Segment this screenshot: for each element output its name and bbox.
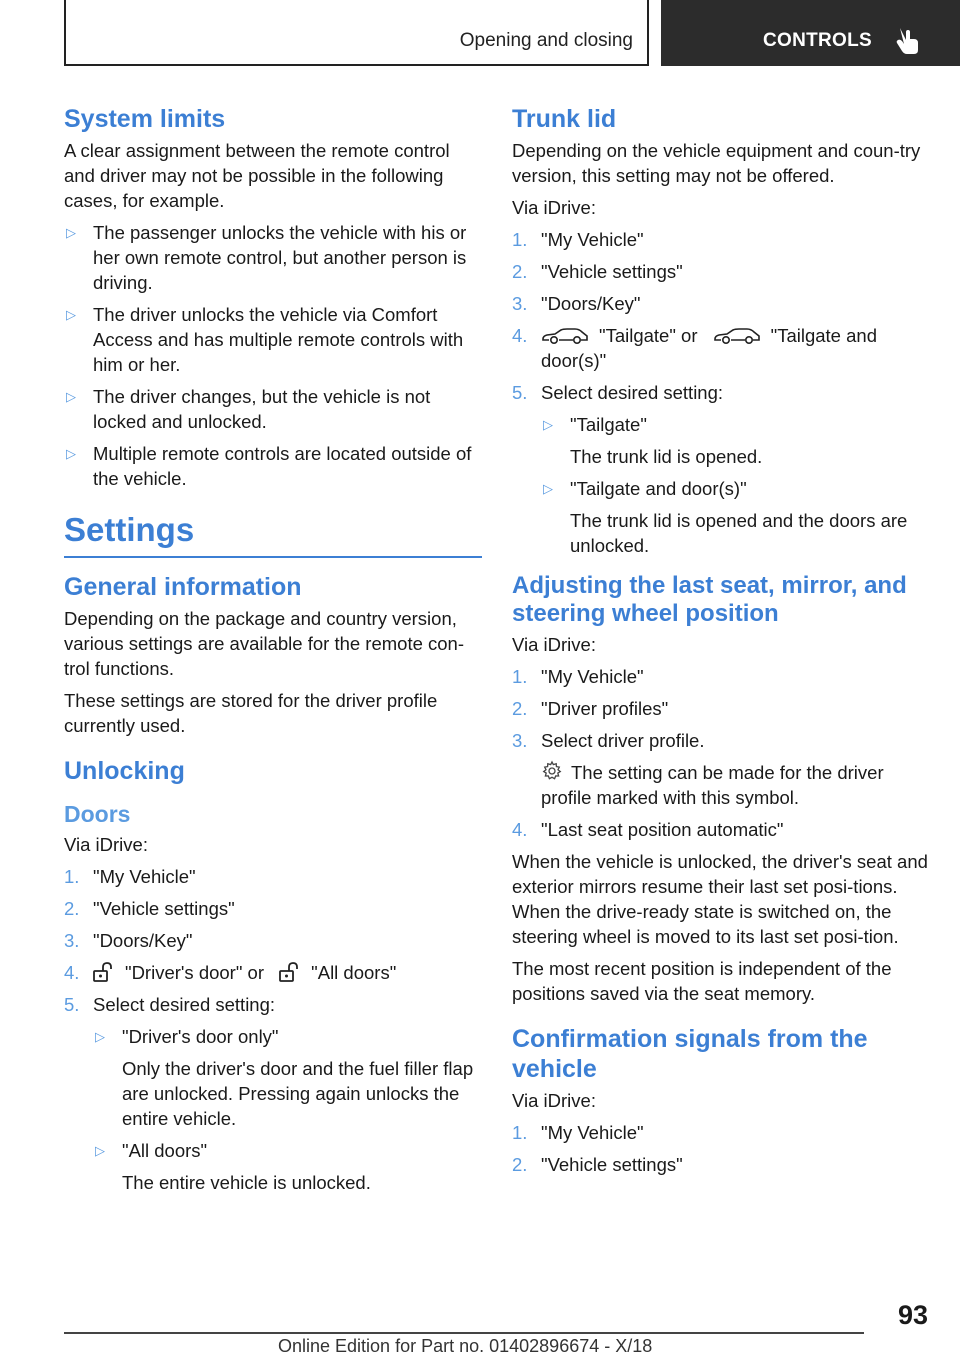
list-item: 1. "My Vehicle" — [512, 666, 644, 687]
triangle-bullet-icon: ▷ — [66, 307, 76, 322]
general-paragraph-2: These settings are stored for the driver profile currently used. — [64, 690, 438, 736]
doors-options-list — [93, 1024, 482, 1195]
pointing-hand-icon — [894, 26, 922, 56]
list-item: 4. "Last seat position automatic" — [512, 819, 784, 840]
right-column — [512, 98, 930, 1184]
triangle-bullet-icon: ▷ — [66, 446, 76, 461]
list-item: 3. "Doors/Key" — [64, 930, 193, 951]
system-limits-list — [64, 220, 482, 491]
header-section-box — [64, 0, 649, 66]
adjust-steps-list — [512, 664, 930, 842]
list-item: ▷ The driver unlocks the vehicle via Comfort Access and has multiple remote controls with him or her. — [66, 304, 464, 375]
adjusting-position-heading: Adjusting the last seat, mirror, and steering wheel position — [512, 572, 907, 627]
list-item: 4. "Tailgate" or "Tailgate and door(s)" — [512, 325, 877, 371]
via-idrive-text: Via iDrive: — [64, 834, 148, 855]
list-item: ▷ "Tailgate" The trunk lid is opened. — [543, 414, 763, 467]
list-item: 2. "Driver profiles" — [512, 698, 669, 719]
via-idrive-text: Via iDrive: — [512, 197, 596, 218]
confirmation-signals-heading: Confirmation signals from the vehicle — [512, 1025, 868, 1083]
list-item: 2. "Vehicle settings" — [64, 898, 235, 919]
trunk-steps-list — [512, 227, 930, 558]
system-limits-heading: System limits — [64, 105, 226, 133]
list-item: 3. Select driver profile. The setting can be made for the driver profile marked with this symbol. — [512, 728, 930, 810]
trunk-options-list — [541, 412, 930, 558]
left-column — [64, 98, 482, 1202]
trunk-lid-intro: Depending on the vehicle equipment and coun-try version, this setting may not be offered. — [512, 140, 921, 186]
via-idrive-text: Via iDrive: — [512, 634, 596, 655]
list-item: ▷ Multiple remote controls are located outside of the vehicle. — [66, 443, 472, 489]
list-item: ▷ "Tailgate and door(s)" The trunk lid is opened and the doors are unlocked. — [543, 478, 908, 556]
triangle-bullet-icon: ▷ — [543, 481, 553, 496]
triangle-bullet-icon: ▷ — [95, 1143, 105, 1158]
footer-divider — [64, 1332, 864, 1334]
list-item: 2. "Vehicle settings" — [512, 1154, 683, 1175]
car-tailgate-icon — [541, 327, 589, 345]
list-item: ▷ "Driver's door only" Only the driver's door and the fuel filler flap are unlocked. Pressing again unlocks the entire vehicle. — [95, 1026, 474, 1129]
list-item: 5. Select desired setting: ▷ "Driver's door only" Only the driver's door and the fuel filler flap are unlocked. Pressing again unlocks the entire vehicle. ▷ "All doors" The entire vehicle is unlocked. — [64, 992, 482, 1195]
profile-note: The setting can be made for the driver profile marked with this symbol. — [541, 762, 884, 808]
list-item: 1. "My Vehicle" — [512, 229, 644, 250]
page-header — [0, 0, 960, 66]
header-chapter-title: CONTROLS — [763, 30, 873, 51]
unlock-icon — [93, 962, 115, 982]
list-item: 1. "My Vehicle" — [512, 1122, 644, 1143]
header-section-title: Opening and closing — [459, 30, 633, 51]
list-item: 3. "Doors/Key" — [512, 293, 641, 314]
footer-edition: Online Edition for Part no. 01402896674 - X/18 — [278, 1336, 653, 1356]
general-information-heading: General information — [64, 573, 302, 601]
doors-heading: Doors — [64, 801, 131, 827]
list-item: ▷ The passenger unlocks the vehicle with his or her own remote control, but another person is driving. — [66, 222, 467, 293]
list-item: 5. Select desired setting: ▷ "Tailgate" The trunk lid is opened. ▷ "Tailgate and door(s)" The trunk lid is opened and the doors are unlocked. — [512, 380, 930, 558]
list-item: 4. "Driver's door" or "All doors" — [64, 962, 397, 983]
trunk-lid-heading: Trunk lid — [512, 105, 617, 133]
triangle-bullet-icon: ▷ — [543, 417, 553, 432]
adjust-paragraph-1: When the vehicle is unlocked, the driver's seat and exterior mirrors resume their last set posi-tions. When the drive-ready state is switched on, the steering wheel is moved to its last set posi-tion. — [512, 851, 928, 947]
car-door-icon — [713, 327, 761, 345]
page-number: 93 — [897, 1300, 928, 1330]
triangle-bullet-icon: ▷ — [66, 389, 76, 404]
settings-heading: Settings — [64, 498, 482, 558]
doors-steps-list — [64, 864, 482, 1195]
adjust-paragraph-2: The most recent position is independent of the positions saved via the seat memory. — [512, 958, 892, 1004]
via-idrive-text: Via iDrive: — [512, 1090, 596, 1111]
list-item: ▷ The driver changes, but the vehicle is not locked and unlocked. — [66, 386, 431, 432]
list-item: ▷ "All doors" The entire vehicle is unlocked. — [95, 1140, 371, 1193]
gear-icon — [541, 760, 563, 782]
unlock-icon — [279, 962, 301, 982]
triangle-bullet-icon: ▷ — [95, 1029, 105, 1044]
triangle-bullet-icon: ▷ — [66, 225, 76, 240]
general-paragraph-1: Depending on the package and country version, various settings are available for the remote con-trol functions. — [64, 608, 465, 679]
list-item: 1. "My Vehicle" — [64, 866, 196, 887]
system-limits-intro: A clear assignment between the remote control and driver may not be possible in the following cases, for example. — [64, 140, 450, 211]
list-item: 2. "Vehicle settings" — [512, 261, 683, 282]
confirm-steps-list — [512, 1120, 930, 1177]
unlocking-heading: Unlocking — [64, 757, 185, 785]
header-chapter-box — [661, 0, 960, 66]
